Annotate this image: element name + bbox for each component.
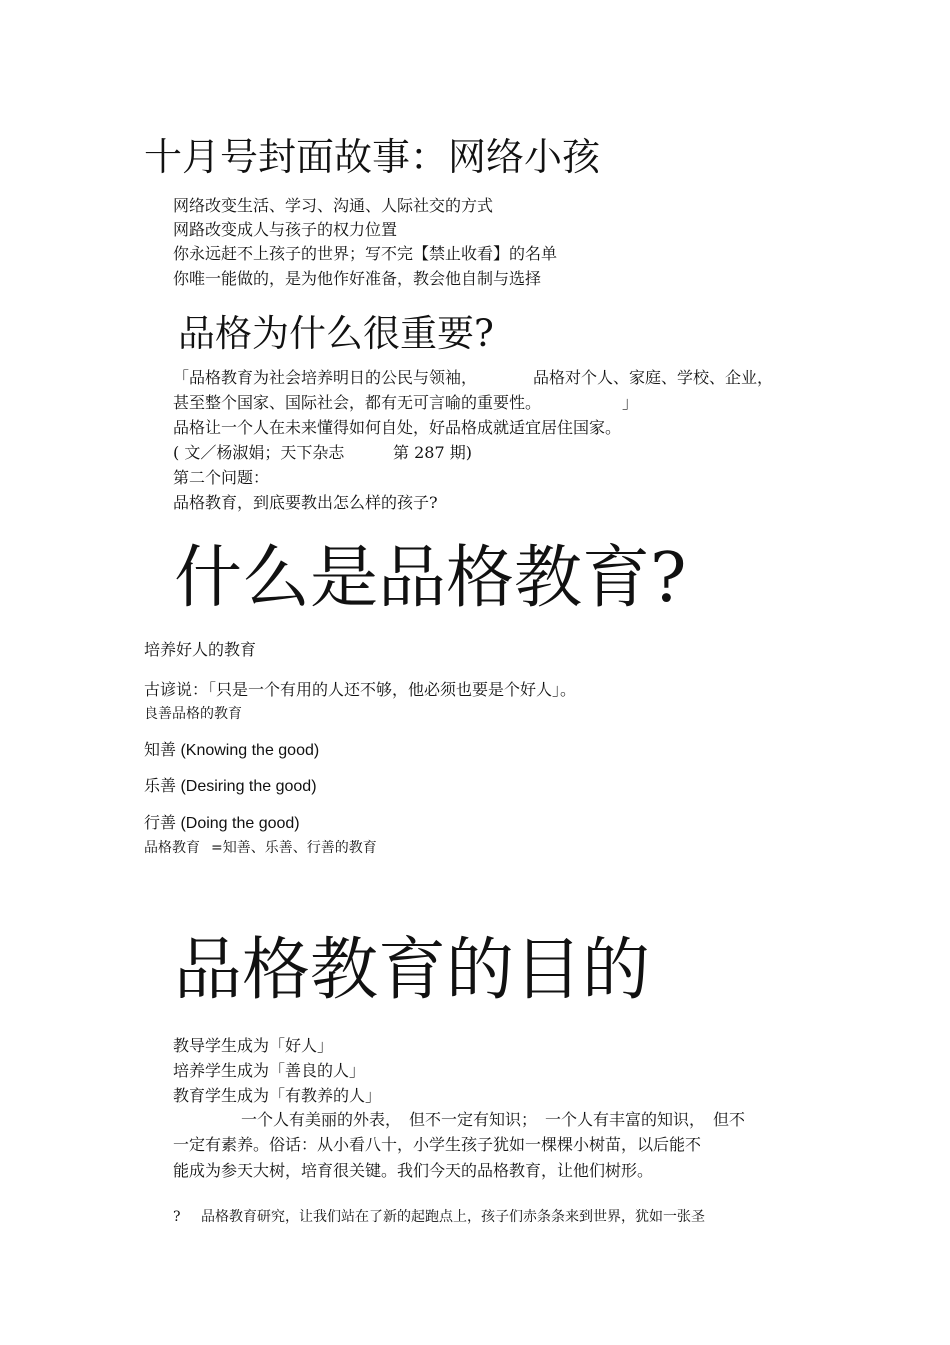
section3-subheading: 良善品格的教育 bbox=[144, 706, 242, 722]
section1-line: 网络改变生活、学习、沟通、人际社交的方式 bbox=[173, 196, 494, 215]
section2-line: 品格教育，到底要教出怎么样的孩子? bbox=[173, 493, 438, 512]
section1-line: 网路改变成人与孩子的权力位置 bbox=[173, 220, 398, 239]
purpose-line: 教育学生成为「有教养的人」 bbox=[173, 1086, 382, 1105]
bullet-text: 品格教育研究，让我们站在了新的起跑点上，孩子们赤条条来到世界，犹如一张圣 bbox=[201, 1209, 705, 1225]
purpose-line: 培养学生成为「善良的人」 bbox=[173, 1061, 366, 1080]
source-citation: ( 文／杨淑娟；天下杂志 bbox=[173, 443, 345, 462]
section2-line: 品格让一个人在未来懂得如何自处，好品格成就适宜居住国家。 bbox=[173, 418, 622, 437]
bullet-marker: ? bbox=[173, 1209, 181, 1225]
quote-line-1a: 「品格教育为社会培养明日的公民与领袖， bbox=[173, 368, 478, 387]
summary-text: =知善、乐善、行善的教育 bbox=[211, 840, 377, 856]
paragraph-line: 一个人有美丽的外表， 但不一定有知识； 一个人有丰富的知识， 但不 bbox=[241, 1110, 746, 1129]
desiring-the-good: 乐善 (Desiring the good) bbox=[144, 778, 317, 795]
section3-title: 什么是品格教育? bbox=[174, 539, 687, 618]
section2-line: 第二个问题： bbox=[173, 468, 270, 487]
quote-line-2a: 甚至整个国家、国际社会，都有无可言喻的重要性。 bbox=[173, 393, 542, 412]
section3-line: 培养好人的教育 bbox=[144, 640, 257, 659]
proverb-line: 古谚说：「只是一个有用的人还不够，他必须也要是个好人」。 bbox=[144, 680, 577, 699]
purpose-line: 教导学生成为「好人」 bbox=[173, 1036, 334, 1055]
summary-label: 品格教育 bbox=[144, 840, 200, 856]
section4-title: 品格教育的目的 bbox=[174, 931, 651, 1010]
paragraph-line: 能成为参天大树，培育很关键。我们今天的品格教育，让他们树形。 bbox=[173, 1161, 654, 1180]
quote-line-1b: 品格对个人、家庭、学校、企业， bbox=[533, 368, 774, 387]
paragraph-line: 一定有素养。俗话：从小看八十，小学生孩子犹如一棵棵小树苗，以后能不 bbox=[173, 1135, 702, 1154]
doing-the-good: 行善 (Doing the good) bbox=[144, 815, 300, 832]
section1-line: 你唯一能做的，是为他作好准备，教会他自制与选择 bbox=[173, 269, 542, 288]
section2-title: 品格为什么很重要? bbox=[178, 312, 494, 355]
quote-line-2b: 」 bbox=[622, 393, 639, 412]
section1-line: 你永远赶不上孩子的世界；写不完【禁止收看】的名单 bbox=[173, 244, 558, 263]
section1-title: 十月号封面故事：网络小孩 bbox=[144, 135, 601, 179]
knowing-the-good: 知善 (Knowing the good) bbox=[144, 742, 320, 759]
source-issue: 第 287 期) bbox=[393, 443, 472, 462]
